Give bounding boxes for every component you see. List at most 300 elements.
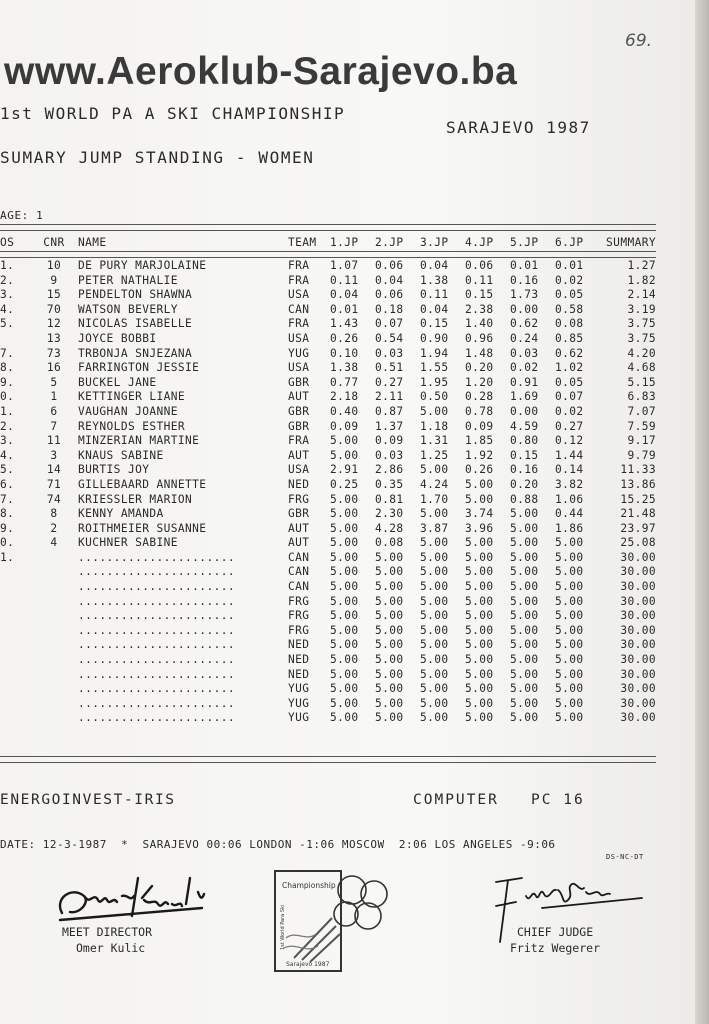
cell-j6: 0.62	[555, 346, 584, 360]
cell-j3: 0.11	[420, 288, 449, 302]
cell-pos: 9.	[0, 521, 15, 535]
cell-j3: 5.00	[420, 580, 449, 594]
cell-j2: 0.35	[375, 477, 404, 491]
cell-j3: 5.00	[420, 463, 449, 477]
cell-j2: 0.03	[375, 448, 404, 462]
cell-j3: 1.94	[420, 346, 449, 360]
cell-cnr	[30, 609, 78, 624]
cell-j4: 5.00	[465, 609, 494, 623]
cell-j1: 5.00	[330, 492, 359, 506]
cell-cnr: 15	[46, 288, 62, 302]
cell-team: YUG	[288, 682, 310, 696]
cell-j3: 0.50	[420, 390, 449, 404]
col-header-jump1: 1.JP	[330, 236, 359, 250]
cell-j6: 5.00	[555, 536, 584, 550]
cell-j1: 5.00	[330, 448, 359, 462]
cell-pos	[0, 565, 30, 580]
col-header-name: NAME	[78, 236, 107, 250]
cell-j1: 0.11	[330, 273, 359, 287]
cell-pos	[0, 682, 30, 697]
cell-j5: 5.00	[510, 638, 539, 652]
cell-team: USA	[288, 463, 310, 477]
cell-name: ......................	[78, 653, 235, 667]
cell-sum: 30.00	[620, 623, 656, 637]
table-row	[0, 507, 656, 522]
table-row	[0, 711, 656, 726]
cell-j5: 5.00	[510, 507, 539, 521]
cell-j2: 5.00	[375, 565, 404, 579]
cell-j6: 0.02	[555, 273, 584, 287]
cell-cnr: 13	[46, 331, 62, 345]
cell-j4: 0.78	[465, 404, 494, 418]
cell-j1: 5.00	[330, 653, 359, 667]
cell-cnr: 16	[46, 361, 62, 375]
cell-j2: 0.81	[375, 492, 404, 506]
cell-cnr	[30, 668, 78, 683]
cell-j6: 5.00	[555, 550, 584, 564]
cell-pos: 1.	[0, 550, 15, 564]
cell-cnr: 14	[46, 463, 62, 477]
cell-j3: 0.04	[420, 302, 449, 316]
cell-j4: 0.11	[465, 273, 494, 287]
cell-pos: 3.	[0, 288, 15, 302]
cell-cnr: 71	[46, 477, 62, 491]
cell-j4: 5.00	[465, 653, 494, 667]
date-time-line: DATE: 12-3-1987 * SARAJEVO 00:06 LONDON -1:06 MOSCOW 2:06 LOS ANGELES -9:06	[0, 838, 556, 851]
cell-cnr: 9	[50, 273, 58, 287]
cell-pos	[0, 595, 30, 610]
cell-team: FRG	[288, 594, 310, 608]
cell-j3: 3.87	[420, 521, 449, 535]
cell-name: BURTIS JOY	[78, 463, 150, 477]
cell-j2: 2.30	[375, 507, 404, 521]
cell-j1: 0.26	[330, 331, 359, 345]
cell-pos: 0.	[0, 536, 15, 550]
cell-j2: 5.00	[375, 682, 404, 696]
stamp-text-side: 1st World Para Ski	[280, 904, 286, 950]
cell-team: NED	[288, 477, 310, 491]
cell-j1: 5.00	[330, 696, 359, 710]
cell-j5: 5.00	[510, 536, 539, 550]
table-row	[0, 390, 656, 405]
cell-j4: 0.20	[465, 361, 494, 375]
cell-j2: 1.37	[375, 419, 404, 433]
cell-cnr: 12	[46, 317, 62, 331]
cell-j5: 0.62	[510, 317, 539, 331]
report-subtitle: SUMARY JUMP STANDING - WOMEN	[0, 148, 315, 167]
cell-j5: 5.00	[510, 550, 539, 564]
cell-sum: 11.33	[620, 463, 656, 477]
cell-j2: 0.27	[375, 375, 404, 389]
cell-name: FARRINGTON JESSIE	[78, 361, 200, 375]
cell-sum: 25.08	[620, 536, 656, 550]
cell-j5: 0.80	[510, 434, 539, 448]
cell-name: ......................	[78, 638, 235, 652]
cell-j5: 5.00	[510, 565, 539, 579]
cell-cnr: 2	[50, 521, 58, 535]
stamp-text-bottom: Sarajevo 1987	[286, 961, 330, 968]
cell-j3: 5.00	[420, 536, 449, 550]
cell-j4: 2.38	[465, 302, 494, 316]
cell-j5: 5.00	[510, 521, 539, 535]
cell-sum: 3.75	[627, 331, 656, 345]
cell-pos: 5.	[0, 463, 15, 477]
cell-j1: 5.00	[330, 550, 359, 564]
cell-j6: 0.14	[555, 463, 584, 477]
cell-name: DE PURY MARJOLAINE	[78, 259, 207, 272]
cell-j4: 5.00	[465, 492, 494, 506]
cell-j6: 0.05	[555, 375, 584, 389]
cell-j4: 5.00	[465, 696, 494, 710]
cell-cnr: 73	[46, 346, 62, 360]
cell-j3: 0.90	[420, 331, 449, 345]
cell-pos	[0, 580, 30, 595]
cell-j6: 5.00	[555, 682, 584, 696]
table-header-row	[0, 236, 656, 251]
title-line-2: SARAJEVO 1987	[446, 118, 591, 137]
cell-cnr: 8	[50, 507, 58, 521]
cell-sum: 4.20	[627, 346, 656, 360]
cell-pos	[0, 624, 30, 639]
cell-j3: 1.95	[420, 375, 449, 389]
cell-sum: 30.00	[620, 696, 656, 710]
cell-sum: 3.19	[627, 302, 656, 316]
cell-j1: 5.00	[330, 609, 359, 623]
cell-name: ......................	[78, 609, 235, 623]
cell-j1: 5.00	[330, 434, 359, 448]
cell-j6: 0.01	[555, 259, 584, 272]
cell-j1: 5.00	[330, 638, 359, 652]
table-row	[0, 463, 656, 478]
cell-j4: 0.06	[465, 259, 494, 272]
results-table	[0, 236, 656, 726]
cell-j5: 0.88	[510, 492, 539, 506]
cell-j4: 5.00	[465, 536, 494, 550]
cell-j6: 0.07	[555, 390, 584, 404]
cell-team: GBR	[288, 404, 310, 418]
cell-sum: 21.48	[620, 507, 656, 521]
cell-j4: 5.00	[465, 477, 494, 491]
cell-team: FRA	[288, 273, 310, 287]
cell-j5: 5.00	[510, 623, 539, 637]
table-row	[0, 682, 656, 697]
cell-team: FRG	[288, 623, 310, 637]
cell-team: CAN	[288, 550, 310, 564]
table-row	[0, 376, 656, 391]
cell-j1: 5.00	[330, 682, 359, 696]
cell-sum: 30.00	[620, 667, 656, 681]
cell-j5: 0.03	[510, 346, 539, 360]
cell-j3: 1.38	[420, 273, 449, 287]
cell-pos: 8.	[0, 361, 15, 375]
table-row	[0, 609, 656, 624]
cell-j5: 5.00	[510, 653, 539, 667]
cell-sum: 30.00	[620, 609, 656, 623]
cell-j5: 0.00	[510, 302, 539, 316]
cell-name: PETER NATHALIE	[78, 273, 178, 287]
cell-j3: 5.00	[420, 565, 449, 579]
cell-j1: 2.91	[330, 463, 359, 477]
table-row	[0, 653, 656, 668]
cell-sum: 1.82	[627, 273, 656, 287]
cell-cnr	[30, 595, 78, 610]
cell-j2: 2.86	[375, 463, 404, 477]
cell-pos	[0, 697, 30, 712]
cell-j5: 0.20	[510, 477, 539, 491]
cell-pos: 0.	[0, 390, 15, 404]
cell-j3: 5.00	[420, 550, 449, 564]
cell-j6: 0.12	[555, 434, 584, 448]
page-label: AGE: 1	[0, 209, 44, 222]
cell-j4: 5.00	[465, 623, 494, 637]
cell-team: YUG	[288, 696, 310, 710]
cell-j3: 5.00	[420, 696, 449, 710]
cell-j2: 0.06	[375, 288, 404, 302]
table-row	[0, 449, 656, 464]
cell-sum: 30.00	[620, 550, 656, 564]
cell-team: AUT	[288, 448, 310, 462]
table-row	[0, 288, 656, 303]
cell-j6: 5.00	[555, 696, 584, 710]
cell-j4: 1.48	[465, 346, 494, 360]
cell-j6: 5.00	[555, 623, 584, 637]
cell-j3: 5.00	[420, 638, 449, 652]
cell-name: ......................	[78, 667, 235, 681]
table-row	[0, 478, 656, 493]
cell-j3: 5.00	[420, 594, 449, 608]
stamp-text-top: Championship	[282, 881, 336, 890]
cell-j2: 0.06	[375, 259, 404, 272]
cell-cnr: 11	[46, 434, 62, 448]
cell-j6: 3.82	[555, 477, 584, 491]
cell-j2: 5.00	[375, 550, 404, 564]
cell-sum: 3.75	[627, 317, 656, 331]
table-row	[0, 493, 656, 508]
cell-name: ......................	[78, 580, 235, 594]
cell-j5: 5.00	[510, 711, 539, 725]
cell-team: AUT	[288, 390, 310, 404]
cell-j1: 0.10	[330, 346, 359, 360]
cell-j2: 5.00	[375, 696, 404, 710]
cell-pos: 3.	[0, 434, 15, 448]
table-row	[0, 522, 656, 537]
cell-name: ......................	[78, 565, 235, 579]
cell-j4: 0.26	[465, 463, 494, 477]
cell-team: GBR	[288, 507, 310, 521]
table-row	[0, 551, 656, 566]
cell-cnr: 4	[50, 536, 58, 550]
page-edge	[695, 0, 709, 1024]
cell-j5: 5.00	[510, 580, 539, 594]
cell-team: YUG	[288, 711, 310, 725]
cell-j5: 5.00	[510, 696, 539, 710]
cell-j4: 5.00	[465, 667, 494, 681]
cell-j5: 5.00	[510, 594, 539, 608]
cell-team: FRA	[288, 434, 310, 448]
cell-team: AUT	[288, 521, 310, 535]
cell-name: ......................	[78, 682, 235, 696]
col-header-jump3: 3.JP	[420, 236, 449, 250]
cell-j5: 0.16	[510, 463, 539, 477]
cell-j6: 0.05	[555, 288, 584, 302]
cell-j3: 1.31	[420, 434, 449, 448]
cell-j3: 5.00	[420, 609, 449, 623]
table-row	[0, 361, 656, 376]
footer-computer: COMPUTER PC 16	[413, 792, 585, 808]
table-row	[0, 697, 656, 712]
cell-cnr: 70	[46, 302, 62, 316]
watermark-url: www.Aeroklub-Sarajevo.ba	[4, 50, 518, 93]
col-header-summary: SUMMARY	[606, 236, 656, 250]
cell-sum: 30.00	[620, 682, 656, 696]
cell-sum: 30.00	[620, 565, 656, 579]
cell-j3: 5.00	[420, 404, 449, 418]
cell-team: USA	[288, 288, 310, 302]
cell-cnr	[30, 551, 78, 566]
cell-j6: 1.44	[555, 448, 584, 462]
cell-j3: 5.00	[420, 682, 449, 696]
cell-j1: 1.38	[330, 361, 359, 375]
cell-j1: 5.00	[330, 536, 359, 550]
cell-sum: 2.14	[627, 288, 656, 302]
cell-j4: 1.20	[465, 375, 494, 389]
cell-team: GBR	[288, 419, 310, 433]
cell-j4: 5.00	[465, 711, 494, 725]
cell-j1: 0.01	[330, 302, 359, 316]
double-rule-top	[0, 224, 656, 231]
cell-j4: 5.00	[465, 594, 494, 608]
cell-j6: 0.08	[555, 317, 584, 331]
cell-j1: 0.77	[330, 375, 359, 389]
cell-j6: 5.00	[555, 638, 584, 652]
cell-j4: 5.00	[465, 638, 494, 652]
cell-j6: 1.86	[555, 521, 584, 535]
cell-j4: 0.28	[465, 390, 494, 404]
cell-pos	[0, 609, 30, 624]
table-row	[0, 565, 656, 580]
cell-j2: 5.00	[375, 594, 404, 608]
cell-j6: 0.27	[555, 419, 584, 433]
cell-j2: 0.87	[375, 404, 404, 418]
meet-director-name: Omer Kulic	[76, 941, 146, 955]
cell-pos	[0, 332, 30, 347]
cell-cnr	[30, 638, 78, 653]
cell-name: ......................	[78, 623, 235, 637]
cell-pos	[0, 638, 30, 653]
cell-sum: 7.59	[627, 419, 656, 433]
cell-sum: 30.00	[620, 638, 656, 652]
table-row	[0, 259, 656, 274]
cell-j6: 0.44	[555, 507, 584, 521]
cell-j4: 0.09	[465, 419, 494, 433]
cell-j1: 2.18	[330, 390, 359, 404]
cell-team: FRA	[288, 259, 310, 272]
cell-j2: 5.00	[375, 580, 404, 594]
cell-cnr	[30, 624, 78, 639]
meet-director-signature	[52, 868, 232, 928]
cell-name: REYNOLDS ESTHER	[78, 419, 186, 433]
cell-team: NED	[288, 638, 310, 652]
cell-j2: 0.08	[375, 536, 404, 550]
cell-j2: 5.00	[375, 609, 404, 623]
cell-team: USA	[288, 331, 310, 345]
cell-j2: 5.00	[375, 667, 404, 681]
cell-j1: 5.00	[330, 711, 359, 725]
cell-team: FRG	[288, 492, 310, 506]
cell-cnr: 7	[50, 419, 58, 433]
cell-j6: 5.00	[555, 594, 584, 608]
cell-j1: 5.00	[330, 507, 359, 521]
cell-j1: 5.00	[330, 623, 359, 637]
cell-team: GBR	[288, 375, 310, 389]
cell-team: CAN	[288, 580, 310, 594]
cell-team: USA	[288, 361, 310, 375]
footer-organization: ENERGOINVEST-IRIS	[0, 792, 176, 808]
cell-j5: 0.01	[510, 259, 539, 272]
cell-pos: 7.	[0, 346, 15, 360]
cell-sum: 9.17	[627, 434, 656, 448]
cell-pos: 4.	[0, 302, 15, 316]
cell-name: JOYCE BOBBI	[78, 331, 157, 345]
cell-pos: 2.	[0, 273, 15, 287]
cell-name: KUCHNER SABINE	[78, 536, 178, 550]
cell-pos	[0, 711, 30, 726]
cell-sum: 30.00	[620, 653, 656, 667]
cell-j6: 1.02	[555, 361, 584, 375]
cell-j3: 5.00	[420, 507, 449, 521]
cell-pos: 8.	[0, 507, 15, 521]
meet-director-role: MEET DIRECTOR	[62, 925, 153, 939]
cell-j1: 5.00	[330, 565, 359, 579]
col-header-jump4: 4.JP	[465, 236, 494, 250]
cell-sum: 30.00	[620, 711, 656, 725]
cell-j1: 1.07	[330, 259, 359, 272]
cell-name: GILLEBAARD ANNETTE	[78, 477, 207, 491]
cell-j5: 0.02	[510, 361, 539, 375]
cell-j3: 1.55	[420, 361, 449, 375]
cell-name: NICOLAS ISABELLE	[78, 317, 193, 331]
col-header-team: TEAM	[288, 236, 317, 250]
cell-pos: 5.	[0, 317, 15, 331]
table-row	[0, 303, 656, 318]
table-row	[0, 434, 656, 449]
col-header-jump6: 6.JP	[555, 236, 584, 250]
cell-cnr	[30, 711, 78, 726]
cell-cnr	[30, 565, 78, 580]
table-row	[0, 317, 656, 332]
cell-team: YUG	[288, 346, 310, 360]
cell-j1: 1.43	[330, 317, 359, 331]
cell-name: MINZERIAN MARTINE	[78, 434, 200, 448]
cell-sum: 7.07	[627, 404, 656, 418]
cell-j3: 0.04	[420, 259, 449, 272]
cell-sum: 5.15	[627, 375, 656, 389]
cell-j3: 4.24	[420, 477, 449, 491]
cell-j1: 5.00	[330, 580, 359, 594]
cell-pos: 1.	[0, 259, 15, 272]
cell-j2: 0.07	[375, 317, 404, 331]
cell-cnr	[30, 682, 78, 697]
cell-name: ......................	[78, 550, 235, 564]
cell-j4: 0.96	[465, 331, 494, 345]
cell-pos: 4.	[0, 448, 15, 462]
cell-j5: 0.91	[510, 375, 539, 389]
cell-j6: 5.00	[555, 667, 584, 681]
cell-j2: 0.04	[375, 273, 404, 287]
cell-name: KETTINGER LIANE	[78, 390, 186, 404]
cell-name: ......................	[78, 696, 235, 710]
cell-j2: 0.18	[375, 302, 404, 316]
